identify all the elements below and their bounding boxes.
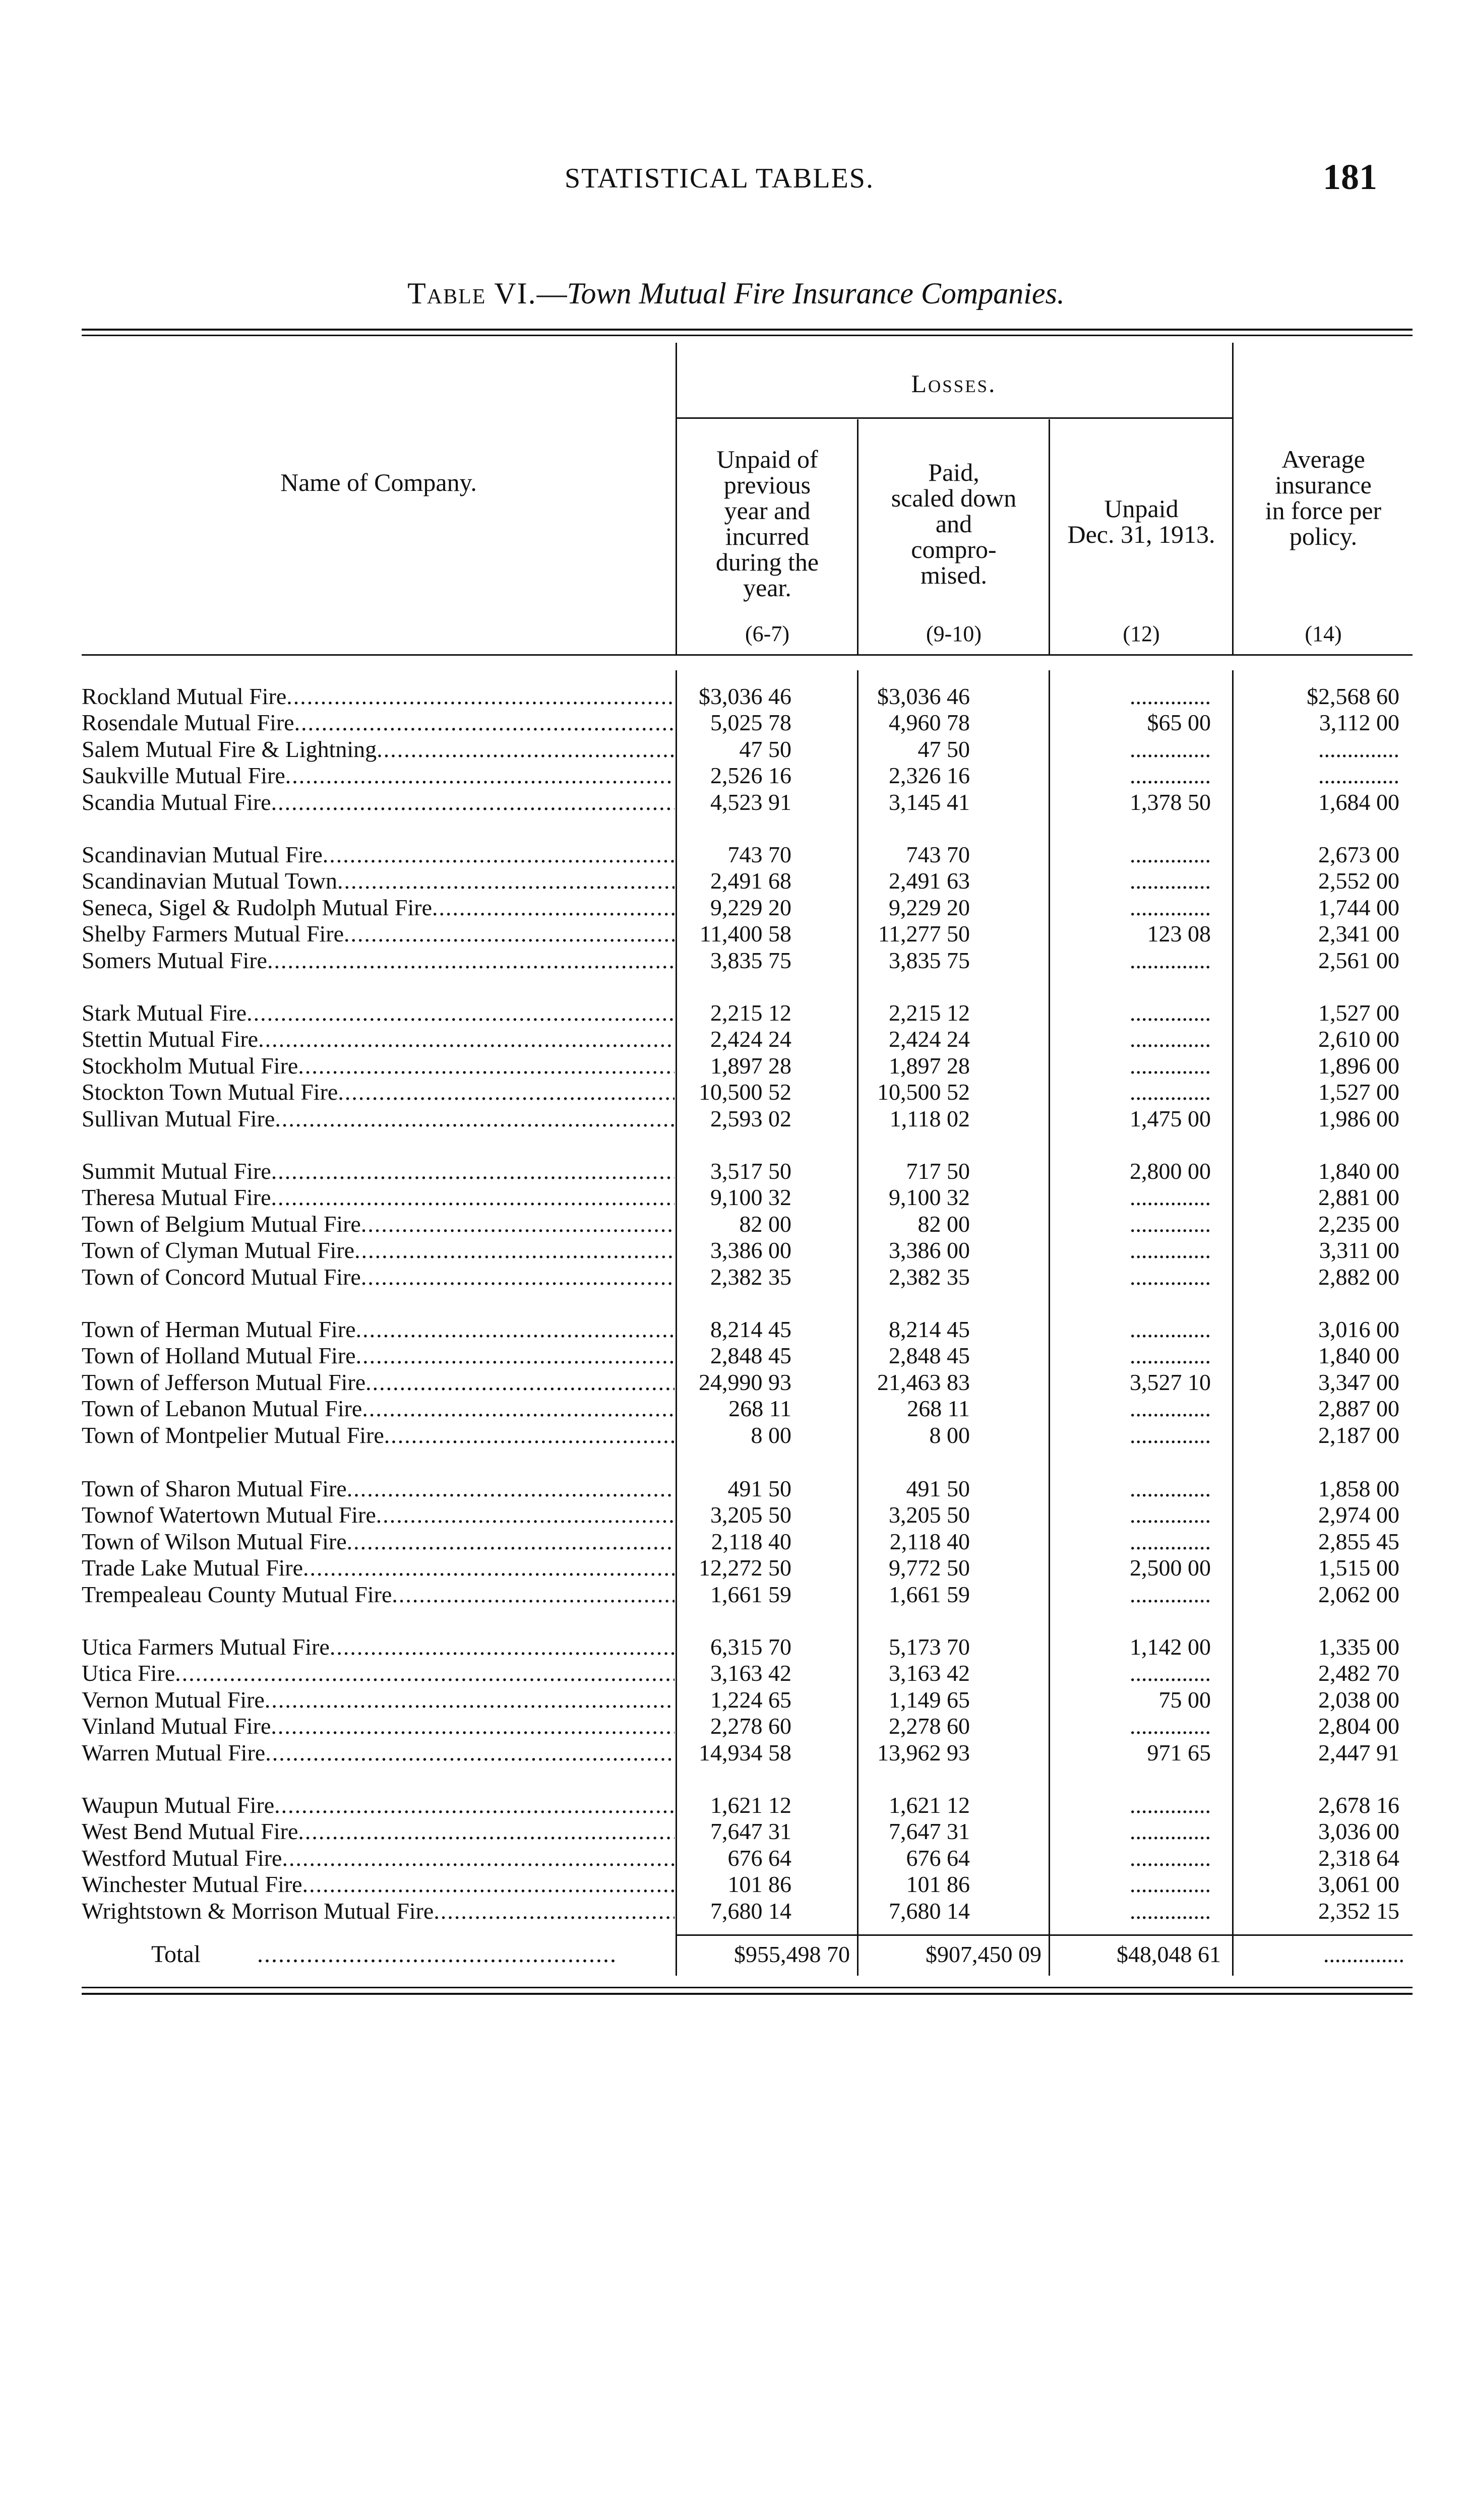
company-name: Town of Montpelier Mutual Fire ..... bbox=[82, 1422, 674, 1448]
average-insurance: 3,347 00 bbox=[1318, 1369, 1399, 1395]
unpaid-dec-31: 1,142 00 bbox=[1130, 1634, 1211, 1660]
average-insurance: 2,882 00 bbox=[1318, 1264, 1399, 1290]
header-name-of-company: Name of Company. bbox=[280, 468, 477, 496]
unpaid-dec-31: .............. bbox=[1130, 1581, 1211, 1607]
average-insurance: .............. bbox=[1318, 763, 1399, 789]
paid-scaled-down: 2,491 63 bbox=[889, 868, 970, 894]
average-insurance: 2,038 00 bbox=[1318, 1686, 1399, 1713]
paid-scaled-down: 2,278 60 bbox=[889, 1713, 970, 1739]
unpaid-dec-31: .............. bbox=[1130, 842, 1211, 867]
company-name: Seneca, Sigel & Rudolph Mutual Fire ..... bbox=[82, 895, 674, 921]
paid-scaled-down: 3,163 42 bbox=[889, 1660, 970, 1686]
company-name: Scandinavian Mutual Town ..... bbox=[82, 868, 674, 894]
header-col1 bbox=[678, 447, 857, 601]
header-col3 bbox=[1051, 496, 1232, 547]
paid-scaled-down: 82 00 bbox=[917, 1211, 970, 1237]
company-name: Scandinavian Mutual Fire ..... bbox=[82, 842, 674, 868]
unpaid-previous-year: 5,025 78 bbox=[710, 710, 791, 736]
unpaid-previous-year: 14,934 58 bbox=[699, 1739, 791, 1766]
paid-scaled-down: 9,229 20 bbox=[889, 894, 970, 920]
table-row bbox=[0, 1000, 1472, 1026]
bottom-rule-2 bbox=[82, 1993, 1413, 1995]
paid-scaled-down: 717 50 bbox=[906, 1158, 970, 1184]
unpaid-previous-year: 10,500 52 bbox=[699, 1079, 791, 1105]
paid-scaled-down: 11,277 50 bbox=[878, 921, 970, 947]
unpaid-previous-year: 2,491 68 bbox=[710, 868, 791, 894]
company-name: Vernon Mutual Fire ..... bbox=[82, 1687, 674, 1713]
unpaid-dec-31: .............. bbox=[1130, 1818, 1211, 1845]
paid-scaled-down: 2,215 12 bbox=[889, 1000, 970, 1026]
company-name: Town of Holland Mutual Fire ..... bbox=[82, 1343, 674, 1369]
unpaid-dec-31: .............. bbox=[1130, 1026, 1211, 1052]
column-number: (12) bbox=[1123, 621, 1160, 646]
top-rule bbox=[82, 329, 1413, 331]
average-insurance: 1,527 00 bbox=[1318, 1000, 1399, 1026]
table-row bbox=[0, 1634, 1472, 1660]
unpaid-previous-year: 3,517 50 bbox=[710, 1158, 791, 1184]
unpaid-previous-year: 491 50 bbox=[727, 1476, 791, 1501]
unpaid-previous-year: 9,100 32 bbox=[710, 1184, 791, 1211]
unpaid-dec-31: .............. bbox=[1130, 683, 1211, 709]
header-divider bbox=[1049, 419, 1050, 654]
table-row bbox=[0, 1237, 1472, 1264]
paid-scaled-down: 8,214 45 bbox=[889, 1316, 970, 1342]
unpaid-previous-year: 4,523 91 bbox=[710, 789, 791, 815]
header-col2-line: compro- bbox=[911, 535, 997, 563]
unpaid-dec-31: .............. bbox=[1130, 1396, 1211, 1422]
header-col3-line: Unpaid bbox=[1104, 494, 1179, 523]
header-col4 bbox=[1234, 447, 1413, 549]
table-row bbox=[0, 921, 1472, 947]
paid-scaled-down: 3,205 50 bbox=[889, 1502, 970, 1528]
unpaid-dec-31: .............. bbox=[1130, 1422, 1211, 1448]
running-head: STATISTICAL TABLES. bbox=[565, 163, 874, 194]
company-name: Saukville Mutual Fire ..... bbox=[82, 763, 674, 789]
paid-scaled-down: 4,960 78 bbox=[889, 710, 970, 736]
total-paid: $907,450 09 bbox=[926, 1941, 1041, 1967]
unpaid-dec-31: .............. bbox=[1130, 1660, 1211, 1686]
average-insurance: 2,187 00 bbox=[1318, 1422, 1399, 1448]
unpaid-dec-31: .............. bbox=[1130, 1898, 1211, 1924]
average-insurance: 2,974 00 bbox=[1318, 1502, 1399, 1528]
table-label: Table VI. bbox=[407, 277, 537, 310]
unpaid-previous-year: 47 50 bbox=[739, 736, 791, 762]
unpaid-previous-year: 9,229 20 bbox=[710, 894, 791, 920]
paid-scaled-down: 268 11 bbox=[907, 1396, 970, 1422]
average-insurance: 1,335 00 bbox=[1318, 1634, 1399, 1660]
unpaid-dec-31: 123 08 bbox=[1147, 921, 1211, 947]
unpaid-previous-year: 3,386 00 bbox=[710, 1237, 791, 1264]
table-row bbox=[0, 1529, 1472, 1555]
average-insurance: 2,482 70 bbox=[1318, 1660, 1399, 1686]
unpaid-previous-year: 1,897 28 bbox=[710, 1052, 791, 1079]
unpaid-dec-31: .............. bbox=[1130, 1237, 1211, 1264]
table-row bbox=[0, 1026, 1472, 1052]
table-row bbox=[0, 1687, 1472, 1713]
paid-scaled-down: 743 70 bbox=[906, 842, 970, 867]
table-row bbox=[0, 1713, 1472, 1739]
unpaid-dec-31: .............. bbox=[1130, 1184, 1211, 1211]
company-name: Westford Mutual Fire ..... bbox=[82, 1845, 674, 1871]
paid-scaled-down: 2,424 24 bbox=[889, 1026, 970, 1052]
bottom-rule bbox=[82, 1987, 1413, 1988]
average-insurance: 1,896 00 bbox=[1318, 1052, 1399, 1079]
table-row bbox=[0, 842, 1472, 868]
header-divider bbox=[857, 419, 858, 654]
company-name: Utica Farmers Mutual Fire ..... bbox=[82, 1634, 674, 1660]
paid-scaled-down: 1,118 02 bbox=[889, 1105, 970, 1131]
unpaid-previous-year: $3,036 46 bbox=[699, 683, 791, 709]
table-row bbox=[0, 1502, 1472, 1528]
paid-scaled-down: 7,647 31 bbox=[889, 1818, 970, 1845]
company-name: West Bend Mutual Fire ..... bbox=[82, 1818, 674, 1845]
paid-scaled-down: 13,962 93 bbox=[877, 1739, 970, 1766]
header-col4-line: insurance bbox=[1275, 471, 1372, 499]
header-col3-line: Dec. 31, 1913. bbox=[1067, 520, 1215, 548]
unpaid-previous-year: 101 86 bbox=[727, 1871, 791, 1898]
table-row bbox=[0, 1106, 1472, 1132]
table-title bbox=[0, 276, 1472, 311]
unpaid-dec-31: 971 65 bbox=[1147, 1739, 1211, 1766]
column-number: (6-7) bbox=[745, 621, 789, 646]
average-insurance: 3,036 00 bbox=[1318, 1818, 1399, 1845]
paid-scaled-down: 1,661 59 bbox=[889, 1581, 970, 1607]
table-row bbox=[0, 1818, 1472, 1845]
company-name: Salem Mutual Fire & Lightning ..... bbox=[82, 736, 674, 763]
company-name: Vinland Mutual Fire ..... bbox=[82, 1713, 674, 1739]
unpaid-previous-year: 8,214 45 bbox=[710, 1316, 791, 1342]
header-col1-line: during the bbox=[715, 548, 819, 576]
unpaid-previous-year: 743 70 bbox=[727, 842, 791, 867]
unpaid-previous-year: 7,680 14 bbox=[710, 1898, 791, 1924]
unpaid-dec-31: .............. bbox=[1130, 1079, 1211, 1105]
table-row bbox=[0, 710, 1472, 736]
company-name: Waupun Mutual Fire ..... bbox=[82, 1792, 674, 1818]
unpaid-previous-year: 3,835 75 bbox=[710, 947, 791, 973]
average-insurance: 2,673 00 bbox=[1318, 842, 1399, 867]
table-row bbox=[0, 1898, 1472, 1924]
unpaid-dec-31: .............. bbox=[1130, 1316, 1211, 1342]
paid-scaled-down: 47 50 bbox=[917, 736, 970, 762]
paid-scaled-down: $3,036 46 bbox=[877, 683, 970, 709]
company-name: Town of Wilson Mutual Fire ..... bbox=[82, 1529, 674, 1555]
company-name: Townof Watertown Mutual Fire ..... bbox=[82, 1502, 674, 1528]
table-row bbox=[0, 1053, 1472, 1079]
unpaid-dec-31: .............. bbox=[1130, 1713, 1211, 1739]
company-name: Rosendale Mutual Fire ..... bbox=[82, 710, 674, 736]
unpaid-dec-31: .............. bbox=[1130, 1343, 1211, 1369]
total-top-rule bbox=[676, 1934, 1413, 1936]
table-row bbox=[0, 1476, 1472, 1502]
company-name: Theresa Mutual Fire ..... bbox=[82, 1184, 674, 1211]
average-insurance: 3,112 00 bbox=[1319, 710, 1399, 736]
company-name: Wrightstown & Morrison Mutual Fire ..... bbox=[82, 1898, 674, 1924]
company-name: Stark Mutual Fire ..... bbox=[82, 1000, 674, 1026]
unpaid-previous-year: 1,224 65 bbox=[710, 1686, 791, 1713]
losses-underline bbox=[676, 417, 1232, 419]
paid-scaled-down: 1,897 28 bbox=[889, 1052, 970, 1079]
paid-scaled-down: 2,848 45 bbox=[889, 1343, 970, 1369]
unpaid-dec-31: .............. bbox=[1130, 1792, 1211, 1818]
table-row bbox=[0, 1792, 1472, 1818]
company-name: Trempealeau County Mutual Fire ..... bbox=[82, 1582, 674, 1608]
header-losses: Losses. bbox=[911, 369, 997, 398]
header-bottom-rule bbox=[82, 654, 1413, 656]
unpaid-previous-year: 11,400 58 bbox=[699, 921, 791, 947]
table-row bbox=[0, 1079, 1472, 1105]
unpaid-dec-31: .............. bbox=[1130, 1845, 1211, 1871]
average-insurance: 2,610 00 bbox=[1318, 1026, 1399, 1052]
unpaid-dec-31: .............. bbox=[1130, 1502, 1211, 1528]
paid-scaled-down: 2,326 16 bbox=[889, 763, 970, 789]
unpaid-dec-31: .............. bbox=[1130, 868, 1211, 894]
unpaid-previous-year: 3,163 42 bbox=[710, 1660, 791, 1686]
paid-scaled-down: 491 50 bbox=[906, 1476, 970, 1501]
average-insurance: 2,678 16 bbox=[1318, 1792, 1399, 1818]
column-number: (14) bbox=[1305, 621, 1342, 646]
header-col2-line: scaled down bbox=[891, 484, 1017, 512]
average-insurance: 1,515 00 bbox=[1318, 1555, 1399, 1581]
average-insurance: 2,318 64 bbox=[1318, 1845, 1399, 1871]
unpaid-previous-year: 2,382 35 bbox=[710, 1264, 791, 1290]
table-row bbox=[0, 1660, 1472, 1686]
company-name: Town of Lebanon Mutual Fire ..... bbox=[82, 1396, 674, 1422]
table-row bbox=[0, 1422, 1472, 1448]
table-row bbox=[0, 789, 1472, 815]
unpaid-dec-31: .............. bbox=[1130, 947, 1211, 973]
average-insurance: 1,684 00 bbox=[1318, 789, 1399, 815]
table-row bbox=[0, 1871, 1472, 1898]
unpaid-previous-year: 2,424 24 bbox=[710, 1026, 791, 1052]
company-name: Town of Belgium Mutual Fire ..... bbox=[82, 1211, 674, 1237]
unpaid-dec-31: $65 00 bbox=[1147, 710, 1211, 736]
table-row bbox=[0, 1369, 1472, 1396]
company-name: Trade Lake Mutual Fire ..... bbox=[82, 1555, 674, 1581]
company-name: Utica Fire ..... bbox=[82, 1660, 674, 1686]
paid-scaled-down: 676 64 bbox=[906, 1845, 970, 1871]
unpaid-previous-year: 7,647 31 bbox=[710, 1818, 791, 1845]
average-insurance: 1,527 00 bbox=[1318, 1079, 1399, 1105]
paid-scaled-down: 3,835 75 bbox=[889, 947, 970, 973]
company-name: Rockland Mutual Fire ..... bbox=[82, 683, 674, 710]
paid-scaled-down: 3,145 41 bbox=[889, 789, 970, 815]
header-col4-line: Average bbox=[1281, 445, 1365, 473]
paid-scaled-down: 21,463 83 bbox=[877, 1369, 970, 1395]
unpaid-dec-31: .............. bbox=[1130, 1211, 1211, 1237]
average-insurance: 2,561 00 bbox=[1318, 947, 1399, 973]
company-name: Shelby Farmers Mutual Fire ..... bbox=[82, 921, 674, 947]
table-row bbox=[0, 736, 1472, 763]
paid-scaled-down: 1,621 12 bbox=[889, 1792, 970, 1818]
company-name: Town of Sharon Mutual Fire ..... bbox=[82, 1476, 674, 1502]
unpaid-dec-31: .............. bbox=[1130, 894, 1211, 920]
company-name: Sullivan Mutual Fire ..... bbox=[82, 1106, 674, 1132]
total-unpaid-previous: $955,498 70 bbox=[734, 1941, 850, 1967]
paid-scaled-down: 2,118 40 bbox=[889, 1528, 970, 1554]
header-col1-line: year and bbox=[724, 496, 811, 525]
header-col2-line: mised. bbox=[921, 561, 987, 589]
company-name: Summit Mutual Fire ..... bbox=[82, 1158, 674, 1184]
unpaid-previous-year: 1,621 12 bbox=[710, 1792, 791, 1818]
average-insurance: .............. bbox=[1318, 736, 1399, 762]
header-col1-line: previous bbox=[723, 471, 811, 499]
header-col1-line: Unpaid of bbox=[716, 445, 818, 473]
average-insurance: 2,855 45 bbox=[1318, 1528, 1399, 1554]
header-col2-line: and bbox=[935, 510, 972, 538]
unpaid-previous-year: 82 00 bbox=[739, 1211, 791, 1237]
average-insurance: 2,881 00 bbox=[1318, 1184, 1399, 1211]
company-name: Stockholm Mutual Fire ..... bbox=[82, 1053, 674, 1079]
unpaid-dec-31: 75 00 bbox=[1158, 1686, 1211, 1713]
paid-scaled-down: 5,173 70 bbox=[889, 1634, 970, 1660]
table-row bbox=[0, 1740, 1472, 1766]
company-name: Town of Herman Mutual Fire ..... bbox=[82, 1316, 674, 1343]
unpaid-previous-year: 3,205 50 bbox=[710, 1502, 791, 1528]
company-name: Town of Jefferson Mutual Fire ..... bbox=[82, 1369, 674, 1396]
unpaid-dec-31: .............. bbox=[1130, 1000, 1211, 1026]
average-insurance: 3,061 00 bbox=[1318, 1871, 1399, 1898]
header-col1-line: incurred bbox=[725, 522, 810, 550]
average-insurance: 2,235 00 bbox=[1318, 1211, 1399, 1237]
unpaid-previous-year: 8 00 bbox=[751, 1422, 791, 1448]
paid-scaled-down: 7,680 14 bbox=[889, 1898, 970, 1924]
average-insurance: 1,840 00 bbox=[1318, 1158, 1399, 1184]
average-insurance: 3,016 00 bbox=[1318, 1316, 1399, 1342]
company-name: Town of Clyman Mutual Fire ..... bbox=[82, 1237, 674, 1264]
table-row bbox=[0, 763, 1472, 789]
table-row bbox=[0, 1211, 1472, 1237]
paid-scaled-down: 3,386 00 bbox=[889, 1237, 970, 1264]
paid-scaled-down: 1,149 65 bbox=[889, 1686, 970, 1713]
table-row bbox=[0, 1555, 1472, 1581]
average-insurance: 1,858 00 bbox=[1318, 1476, 1399, 1501]
table-row bbox=[0, 683, 1472, 710]
average-insurance: 2,804 00 bbox=[1318, 1713, 1399, 1739]
unpaid-previous-year: 2,848 45 bbox=[710, 1343, 791, 1369]
table-row bbox=[0, 948, 1472, 974]
unpaid-previous-year: 2,593 02 bbox=[710, 1105, 791, 1131]
company-name: Stettin Mutual Fire ..... bbox=[82, 1026, 674, 1052]
table-subtitle: Town Mutual Fire Insurance Companies. bbox=[567, 277, 1065, 310]
table-row bbox=[0, 1316, 1472, 1343]
unpaid-previous-year: 24,990 93 bbox=[699, 1369, 791, 1395]
table-row bbox=[0, 1264, 1472, 1290]
average-insurance: 2,552 00 bbox=[1318, 868, 1399, 894]
top-rule-2 bbox=[82, 335, 1413, 336]
total-unpaid-dec31: $48,048 61 bbox=[1117, 1941, 1221, 1967]
company-name: Winchester Mutual Fire ..... bbox=[82, 1871, 674, 1898]
paid-scaled-down: 9,772 50 bbox=[889, 1555, 970, 1581]
column-number: (9-10) bbox=[926, 621, 982, 646]
average-insurance: 2,352 15 bbox=[1318, 1898, 1399, 1924]
average-insurance: 1,986 00 bbox=[1318, 1105, 1399, 1131]
unpaid-dec-31: 2,500 00 bbox=[1130, 1555, 1211, 1581]
company-name: Stockton Town Mutual Fire ..... bbox=[82, 1079, 674, 1105]
unpaid-previous-year: 2,526 16 bbox=[710, 763, 791, 789]
unpaid-dec-31: .............. bbox=[1130, 736, 1211, 762]
unpaid-dec-31: .............. bbox=[1130, 763, 1211, 789]
total-leader-dots: ................................................... bbox=[257, 1941, 617, 1968]
average-insurance: 1,840 00 bbox=[1318, 1343, 1399, 1369]
unpaid-previous-year: 1,661 59 bbox=[710, 1581, 791, 1607]
unpaid-previous-year: 268 11 bbox=[728, 1396, 791, 1422]
table-row bbox=[0, 1582, 1472, 1608]
unpaid-dec-31: 1,475 00 bbox=[1130, 1105, 1211, 1131]
header-divider bbox=[1232, 343, 1234, 654]
unpaid-dec-31: .............. bbox=[1130, 1528, 1211, 1554]
unpaid-dec-31: 3,527 10 bbox=[1130, 1369, 1211, 1395]
average-insurance: 2,447 91 bbox=[1318, 1739, 1399, 1766]
total-label: Total bbox=[151, 1941, 201, 1968]
unpaid-dec-31: .............. bbox=[1130, 1264, 1211, 1290]
paid-scaled-down: 2,382 35 bbox=[889, 1264, 970, 1290]
table-dash: — bbox=[536, 277, 567, 310]
header-col4-line: policy. bbox=[1289, 522, 1358, 550]
unpaid-previous-year: 12,272 50 bbox=[699, 1555, 791, 1581]
unpaid-dec-31: .............. bbox=[1130, 1476, 1211, 1501]
unpaid-dec-31: .............. bbox=[1130, 1052, 1211, 1079]
header-col2-line: Paid, bbox=[928, 458, 979, 486]
average-insurance: 1,744 00 bbox=[1318, 894, 1399, 920]
header-col4-line: in force per bbox=[1265, 496, 1382, 525]
table-row bbox=[0, 1396, 1472, 1422]
page-number: 181 bbox=[1323, 157, 1377, 197]
total-average-insurance: .............. bbox=[1323, 1941, 1404, 1967]
header-col1-line: year. bbox=[743, 574, 791, 602]
paid-scaled-down: 101 86 bbox=[906, 1871, 970, 1898]
table-row bbox=[0, 1845, 1472, 1871]
table-row bbox=[0, 895, 1472, 921]
company-name: Warren Mutual Fire ..... bbox=[82, 1740, 674, 1766]
unpaid-previous-year: 2,215 12 bbox=[710, 1000, 791, 1026]
average-insurance: 3,311 00 bbox=[1319, 1237, 1399, 1264]
company-name: Scandia Mutual Fire ..... bbox=[82, 789, 674, 815]
company-name: Town of Concord Mutual Fire ..... bbox=[82, 1264, 674, 1290]
average-insurance: 2,887 00 bbox=[1318, 1396, 1399, 1422]
paid-scaled-down: 10,500 52 bbox=[877, 1079, 970, 1105]
unpaid-dec-31: 1,378 50 bbox=[1130, 789, 1211, 815]
paid-scaled-down: 8 00 bbox=[929, 1422, 970, 1448]
table-row bbox=[0, 1343, 1472, 1369]
unpaid-previous-year: 2,278 60 bbox=[710, 1713, 791, 1739]
table-row bbox=[0, 1158, 1472, 1184]
table-row bbox=[0, 1184, 1472, 1211]
unpaid-dec-31: .............. bbox=[1130, 1871, 1211, 1898]
average-insurance: 2,341 00 bbox=[1318, 921, 1399, 947]
average-insurance: 2,062 00 bbox=[1318, 1581, 1399, 1607]
header-col2 bbox=[859, 460, 1049, 588]
unpaid-dec-31: 2,800 00 bbox=[1130, 1158, 1211, 1184]
company-name: Somers Mutual Fire ..... bbox=[82, 948, 674, 974]
table-row bbox=[0, 868, 1472, 894]
unpaid-previous-year: 2,118 40 bbox=[711, 1528, 791, 1554]
unpaid-previous-year: 6,315 70 bbox=[710, 1634, 791, 1660]
average-insurance: $2,568 60 bbox=[1307, 683, 1399, 709]
unpaid-previous-year: 676 64 bbox=[727, 1845, 791, 1871]
paid-scaled-down: 9,100 32 bbox=[889, 1184, 970, 1211]
